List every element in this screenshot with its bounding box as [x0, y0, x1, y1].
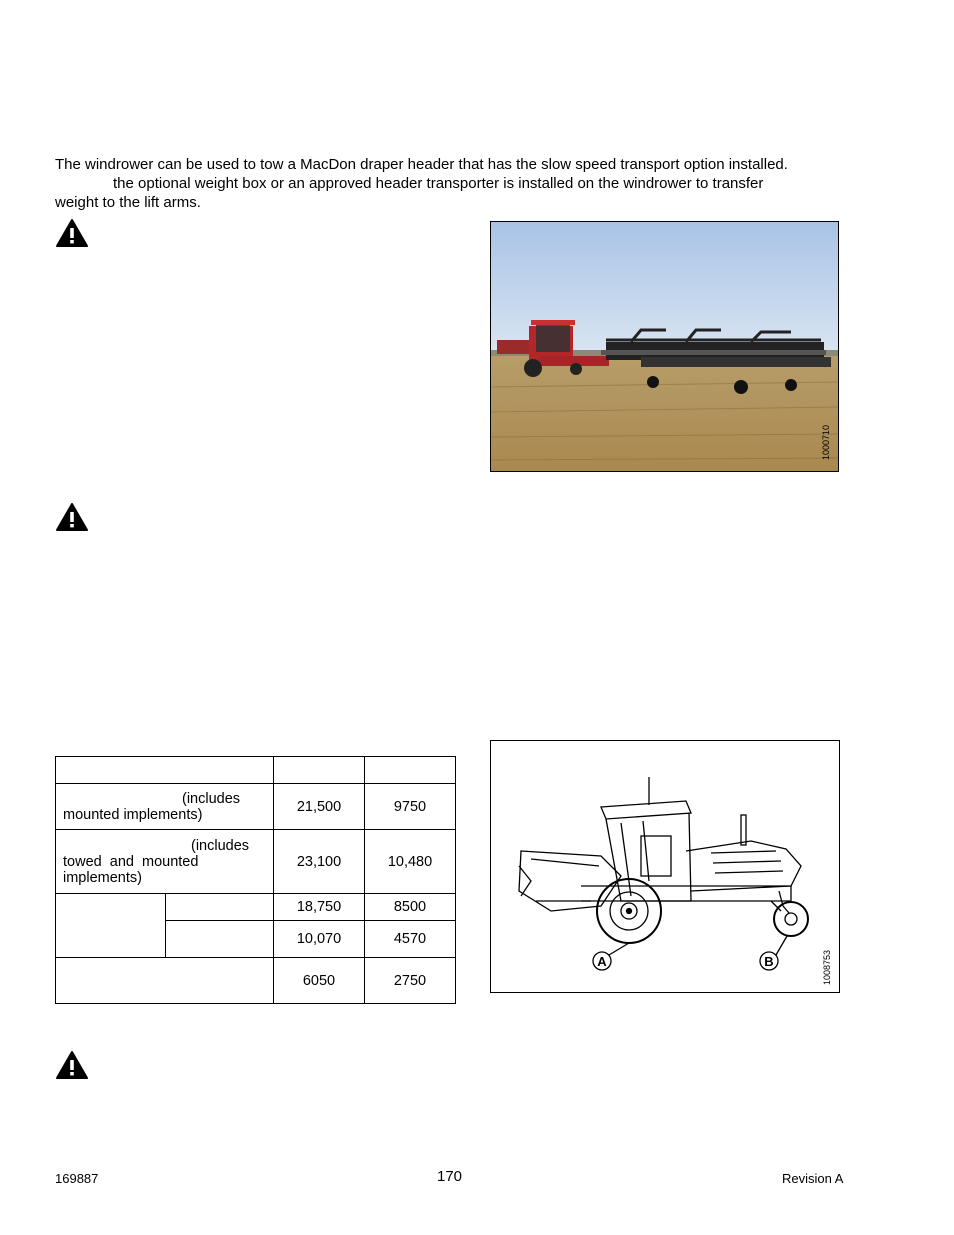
table-row [56, 830, 456, 894]
photo-code: 1000710 [821, 424, 831, 460]
table-cell: 2750 [365, 958, 456, 1004]
table-row-label: (includes towed and mounted implements) [56, 830, 274, 894]
table-cell: 21,500 [274, 784, 365, 830]
table-cell: 10,070 [274, 921, 365, 958]
warning-icon [55, 502, 89, 532]
table-row-label: (includes mounted implements) [56, 784, 274, 830]
table-header-cell [274, 757, 365, 784]
table-cell: 8500 [365, 894, 456, 921]
weight-table [55, 756, 456, 1004]
table-cell: 9750 [365, 784, 456, 830]
table-header-cell [56, 757, 274, 784]
callout-b: B [764, 954, 774, 969]
table-cell: 4570 [365, 921, 456, 958]
warning-icon [55, 1050, 89, 1080]
table-row-label [56, 958, 274, 1004]
table-row [56, 784, 456, 830]
table-cell: 23,100 [274, 830, 365, 894]
table-sub-label [166, 894, 274, 921]
callout-a: A [597, 954, 607, 969]
page-number: 170 [437, 1168, 463, 1185]
table-cell: 10,480 [365, 830, 456, 894]
table-cell: 6050 [274, 958, 365, 1004]
revision-label: Revision A [782, 1171, 844, 1186]
windrower-illustration [490, 740, 840, 993]
table-row [56, 958, 456, 1004]
table-row [56, 894, 456, 921]
table-header-row [56, 757, 456, 784]
intro-line-2: the optional weight box or an approved header transporter is installed on the windrower to transfer [113, 175, 764, 192]
intro-line-1: The windrower can be used to tow a MacDon draper header that has the slow speed transport option installed. [55, 156, 788, 173]
photo-windrower-towing-header [490, 221, 839, 472]
doc-number: 169887 [55, 1171, 99, 1186]
intro-line-3: weight to the lift arms. [55, 194, 201, 211]
warning-icon [55, 218, 89, 248]
table-sub-label [166, 921, 274, 958]
figure-code: 1008753 [822, 949, 832, 985]
table-cell: 18,750 [274, 894, 365, 921]
table-group-label [56, 894, 166, 958]
table-header-cell [365, 757, 456, 784]
